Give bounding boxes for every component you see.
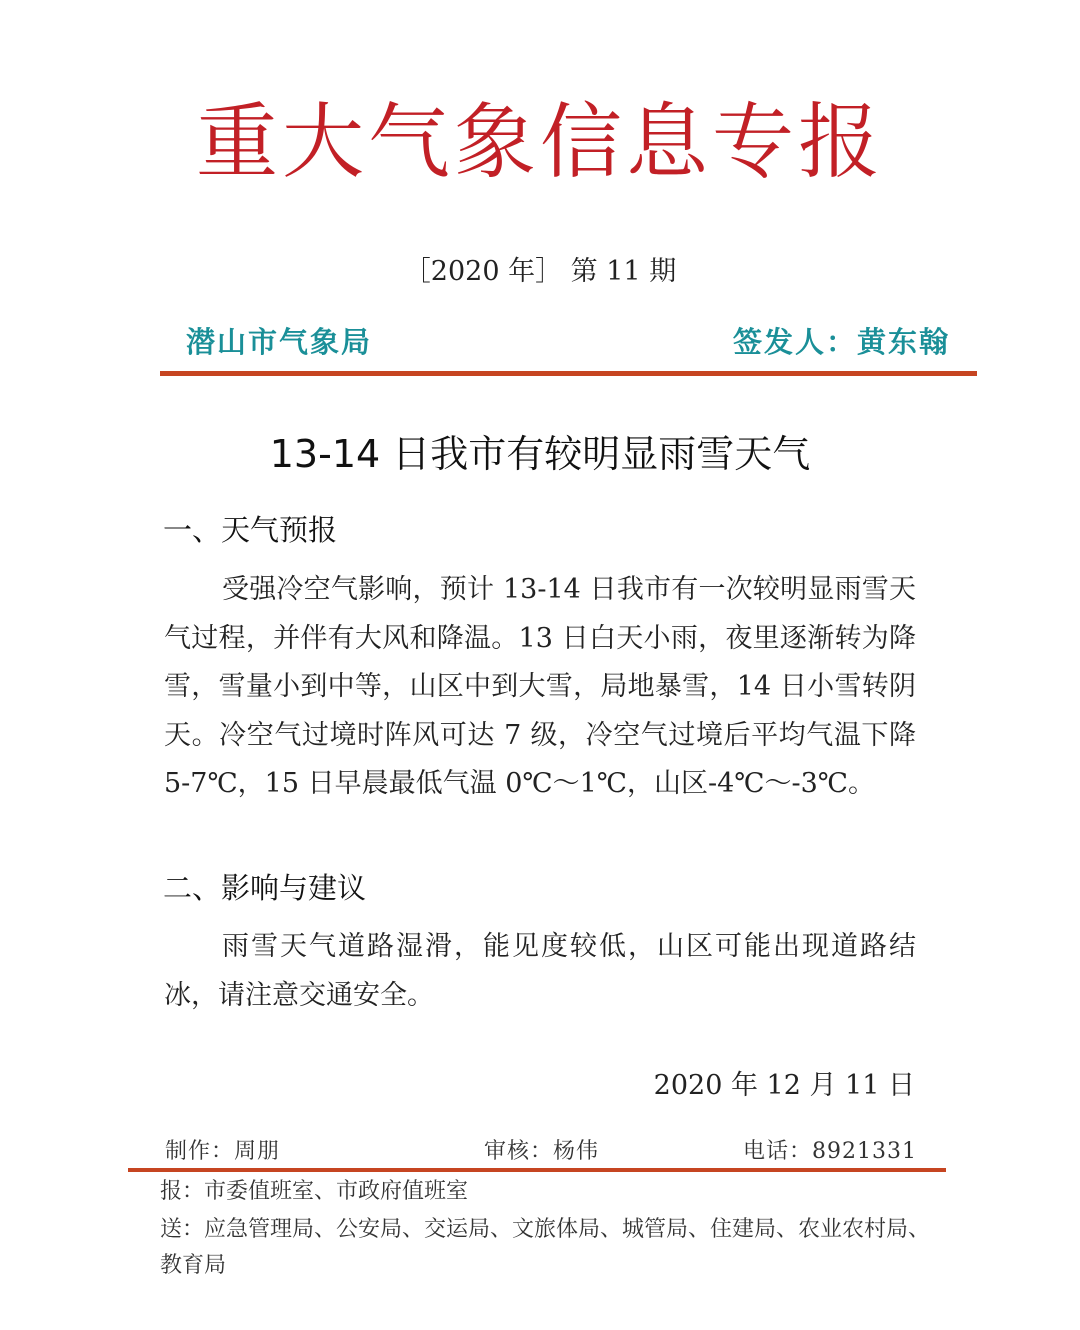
reviewer: 审核：杨伟	[484, 1139, 600, 1164]
document-header-title: 重大气象信息专报	[195, 95, 884, 190]
issuing-agency: 潜山市气象局	[186, 325, 373, 359]
document-date: 2020 年 12 月 11 日	[653, 1070, 915, 1101]
report-to-recipients: 市委值班室、市政府值班室	[204, 1179, 469, 1204]
footer-divider	[128, 1168, 946, 1172]
producer: 制作：周朋	[165, 1139, 281, 1164]
send-to-label: 送：	[160, 1217, 205, 1242]
report-to-label: 报：	[160, 1179, 205, 1204]
report-to-line	[160, 1176, 468, 1208]
contact-phone: 电话：8921331	[743, 1139, 917, 1164]
report-headline: 13-14 日我市有较明显雨雪天气	[269, 432, 811, 476]
send-to-line	[160, 1212, 950, 1284]
issue-number: ［2020 年］ 第 11 期	[403, 256, 677, 287]
signer: 签发人：黄东翰	[732, 325, 950, 359]
section-body-forecast: 受强冷空气影响，预计 13-14 日我市有一次较明显雨雪天气过程，并伴有大风和降温。13 日白天小雨，夜里逐渐转为降雪，雪量小到中等，山区中到大雪，局地暴雪，14 日小雪转阴天。冷空气过境时阵风可达 7 级，冷空气过境后平均气温下降 5-7℃，15 日早晨最低气温 0℃～1℃，山区-4℃～-3℃。	[164, 574, 916, 799]
section-body-advice: 雨雪天气道路湿滑，能见度较低，山区可能出现道路结冰，请注意交通安全。	[164, 931, 916, 1011]
send-to-recipients: 应急管理局、公安局、交运局、文旅体局、城管局、住建局、农业农村局、教育局	[160, 1217, 931, 1278]
section-heading-advice: 二、影响与建议	[163, 871, 367, 905]
header-divider	[160, 371, 977, 376]
section-heading-forecast: 一、天气预报	[163, 513, 338, 547]
